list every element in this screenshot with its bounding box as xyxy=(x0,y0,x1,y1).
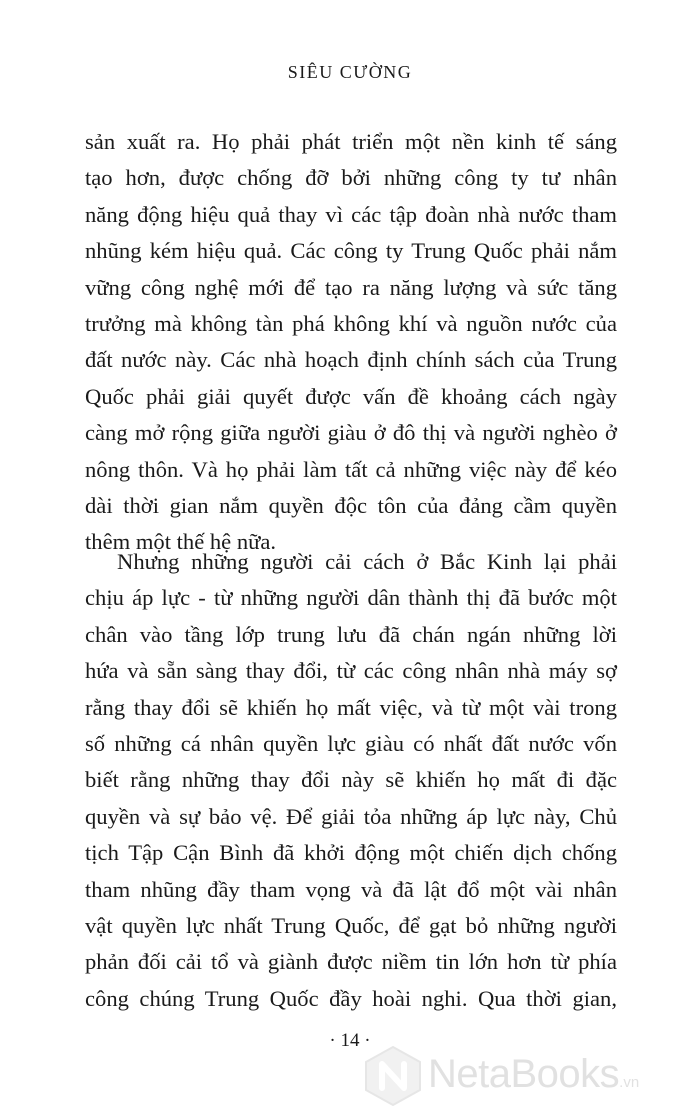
page-number: · 14 · xyxy=(329,1030,371,1051)
text-line: vững công nghệ mới để tạo ra năng lượng và sức tăng xyxy=(85,274,617,300)
text-line: trưởng mà không tàn phá không khí và nguồn nước của xyxy=(85,310,617,336)
watermark-suffix: .vn xyxy=(619,1074,640,1091)
text-line: quyền và sự bảo vệ. Để giải tỏa những áp lực này, Chủ xyxy=(85,803,617,829)
text-line: rằng thay đổi sẽ khiến họ mất việc, và từ một vài trong xyxy=(85,694,617,720)
text-line: công chúng Trung Quốc đầy hoài nghi. Qua thời gian, xyxy=(85,985,617,1011)
text-line: vật quyền lực nhất Trung Quốc, để gạt bỏ những người xyxy=(85,912,617,938)
watermark-text xyxy=(428,1052,639,1097)
text-line: nhũng kém hiệu quả. Các công ty Trung Quốc phải nắm xyxy=(85,238,617,264)
text-line: Nhưng những người cải cách ở Bắc Kinh lại phải xyxy=(117,549,617,574)
text-line: chịu áp lực - từ những người dân thành thị đã bước một xyxy=(85,585,617,611)
text-line: chân vào tầng lớp trung lưu đã chán ngán những lời xyxy=(85,621,617,647)
text-line: sản xuất ra. Họ phải phát triển một nền kinh tế sáng xyxy=(85,129,617,154)
running-header: SIÊU CƯỜNG xyxy=(287,62,413,82)
watermark xyxy=(362,1044,694,1108)
text-line: hứa và sẵn sàng thay đổi, từ các công nhân nhà máy sợ xyxy=(85,658,617,684)
watermark-brand: NetaBooks xyxy=(428,1052,620,1096)
text-line: đất nước này. Các nhà hoạch định chính sách của Trung xyxy=(85,347,617,373)
netabooks-logo-icon xyxy=(362,1044,424,1108)
text-line: tham nhũng đầy tham vọng và đã lật đổ một vài nhân xyxy=(85,876,617,902)
text-line: dài thời gian nắm quyền độc tôn của đảng cầm quyền xyxy=(85,492,617,518)
text-line: năng động hiệu quả thay vì các tập đoàn nhà nước tham xyxy=(85,201,617,227)
text-line: nông thôn. Và họ phải làm tất cả những việc này để kéo xyxy=(85,456,617,482)
paragraph-1 xyxy=(85,124,617,561)
text-line: tịch Tập Cận Bình đã khởi động một chiến dịch chống xyxy=(85,840,617,866)
paragraph-2 xyxy=(85,544,617,1017)
text-line: biết rằng những thay đổi này sẽ khiến họ mất đi đặc xyxy=(85,767,617,793)
text-line: Quốc phải giải quyết được vấn đề khoảng cách ngày xyxy=(85,383,617,409)
text-line: tạo hơn, được chống đỡ bởi những công ty tư nhân xyxy=(85,165,617,191)
text-line: thêm một thế hệ nữa. xyxy=(85,529,277,555)
text-line: số những cá nhân quyền lực giàu có nhất đất nước vốn xyxy=(85,730,617,756)
text-line: càng mở rộng giữa người giàu ở đô thị và người nghèo ở xyxy=(85,420,617,446)
text-line: phản đối cải tổ và giành được niềm tin lớn hơn từ phía xyxy=(85,949,617,975)
